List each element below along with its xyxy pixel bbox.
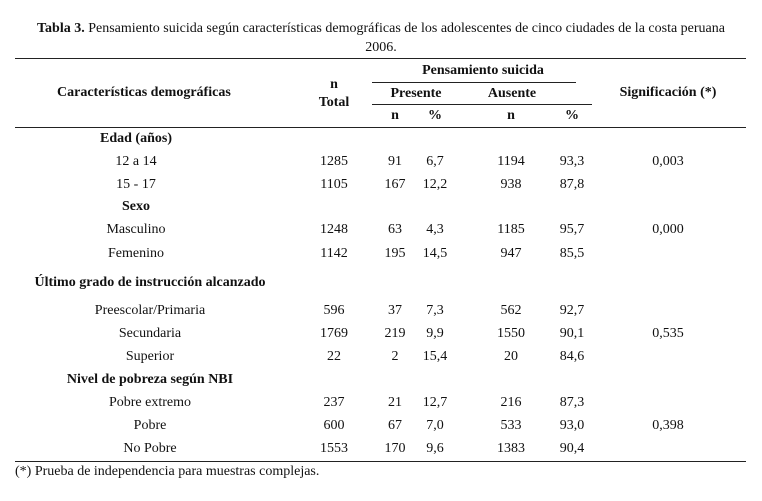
- cell-significacion: 0,003: [652, 154, 684, 169]
- cell-presente-pct: 7,3: [426, 303, 444, 318]
- cell-ausente-pct: 93,3: [559, 154, 585, 169]
- header-total: Total: [318, 95, 350, 110]
- cell-presente-pct: 7,0: [426, 418, 444, 433]
- cell-presente-n: 67: [388, 418, 402, 433]
- cell-ausente-n: 1194: [497, 154, 525, 169]
- row-label: Masculino: [106, 222, 166, 237]
- row-label: Secundaria: [118, 326, 182, 341]
- header-n: n: [330, 77, 338, 92]
- row-label: Preescolar/Primaria: [94, 303, 206, 318]
- cell-total: 1142: [320, 246, 348, 261]
- cell-ausente-pct: 87,3: [559, 395, 585, 410]
- cell-presente-n: 167: [384, 177, 406, 192]
- cell-ausente-n: 20: [504, 349, 518, 364]
- cell-ausente-pct: 87,8: [559, 177, 585, 192]
- header-pensamiento-suicida: Pensamiento suicida: [422, 63, 544, 78]
- cell-ausente-n: 562: [500, 303, 522, 318]
- cell-presente-n: 195: [384, 246, 406, 261]
- cell-total: 22: [327, 349, 341, 364]
- bottom-rule: [15, 461, 746, 462]
- cell-presente-n: 63: [388, 222, 402, 237]
- cell-presente-n: 37: [388, 303, 402, 318]
- cell-ausente-n: 1185: [497, 222, 525, 237]
- header-significacion: Significación (*): [619, 85, 717, 100]
- cell-presente-pct: 9,9: [426, 326, 444, 341]
- row-label: Pobre extremo: [108, 395, 192, 410]
- cell-ausente-n: 1383: [497, 441, 525, 456]
- row-label: 12 a 14: [115, 154, 157, 169]
- header-presente: Presente: [390, 86, 442, 101]
- cell-ausente-n: 947: [500, 246, 522, 261]
- cell-total: 600: [323, 418, 345, 433]
- cell-presente-pct: 6,7: [426, 154, 444, 169]
- group-title-edad: Edad (años): [100, 131, 172, 146]
- table-caption: [20, 19, 742, 57]
- header-sub-n-ausente: n: [507, 108, 515, 123]
- row-label: 15 - 17: [116, 177, 156, 192]
- cell-ausente-pct: 92,7: [559, 303, 585, 318]
- cell-presente-pct: 15,4: [422, 349, 448, 364]
- cell-presente-pct: 12,7: [422, 395, 448, 410]
- cell-ausente-n: 938: [500, 177, 522, 192]
- group-title-sexo: Sexo: [122, 199, 150, 214]
- cell-presente-pct: 12,2: [422, 177, 448, 192]
- cell-total: 596: [323, 303, 345, 318]
- row-label: Superior: [125, 349, 175, 364]
- header-sub-pct-ausente: %: [565, 108, 579, 123]
- cell-ausente-pct: 93,0: [559, 418, 585, 433]
- row-label: Femenino: [108, 246, 164, 261]
- cell-significacion: 0,000: [652, 222, 684, 237]
- cell-total: 1553: [320, 441, 348, 456]
- header-ausente: Ausente: [487, 86, 537, 101]
- cell-significacion: 0,535: [652, 326, 684, 341]
- cell-ausente-n: 216: [500, 395, 522, 410]
- group-title-pobreza: Nivel de pobreza según NBI: [66, 372, 234, 387]
- cell-presente-n: 2: [391, 349, 399, 364]
- cell-presente-pct: 9,6: [426, 441, 444, 456]
- header-demographic: Características demográficas: [57, 85, 231, 100]
- group-title-instruccion: Último grado de instrucción alcanzado: [34, 275, 266, 290]
- cell-ausente-pct: 90,1: [559, 326, 585, 341]
- footnote: (*) Prueba de independencia para muestras complejas.: [15, 464, 320, 479]
- header-subrule-1: [372, 82, 576, 83]
- cell-presente-pct: 14,5: [422, 246, 448, 261]
- header-subrule-2: [372, 104, 592, 105]
- cell-ausente-n: 533: [500, 418, 522, 433]
- cell-presente-pct: 4,3: [426, 222, 444, 237]
- header-sub-n-presente: n: [391, 108, 399, 123]
- cell-total: 1105: [320, 177, 348, 192]
- row-label: No Pobre: [123, 441, 177, 456]
- cell-presente-n: 170: [384, 441, 406, 456]
- header-bottom-rule: [15, 127, 746, 128]
- header-sub-pct-presente: %: [428, 108, 442, 123]
- cell-ausente-pct: 90,4: [559, 441, 585, 456]
- cell-significacion: 0,398: [652, 418, 684, 433]
- cell-ausente-pct: 85,5: [559, 246, 585, 261]
- cell-presente-n: 219: [384, 326, 406, 341]
- cell-ausente-n: 1550: [497, 326, 525, 341]
- cell-total: 1285: [320, 154, 348, 169]
- top-rule: [15, 58, 746, 59]
- cell-total: 1769: [320, 326, 348, 341]
- cell-presente-n: 91: [388, 154, 402, 169]
- caption-text: Pensamiento suicida según características demográficas de los adolescentes de cinco ciudades de la costa peruana 2006.: [84, 21, 725, 55]
- row-label: Pobre: [133, 418, 167, 433]
- cell-presente-n: 21: [388, 395, 402, 410]
- cell-total: 1248: [320, 222, 348, 237]
- caption-label: Tabla 3.: [37, 21, 85, 36]
- cell-ausente-pct: 84,6: [559, 349, 585, 364]
- cell-total: 237: [323, 395, 345, 410]
- cell-ausente-pct: 95,7: [559, 222, 585, 237]
